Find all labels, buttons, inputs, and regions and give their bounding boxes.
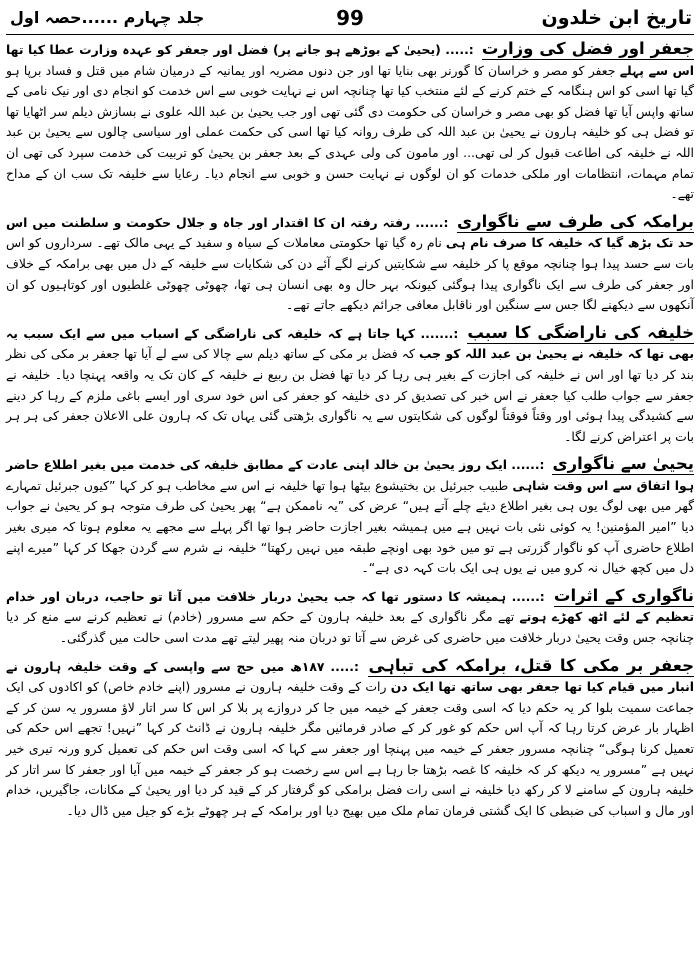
section-body: طبیب جبرئیل بن بختیشوع بیٹھا ہوا تھا خلیفہ نے اس سے مخاطب ہو کر کہا ”کیوں جبرئیل تمہارے گھر میں بھی لوگ یوں ہی بغیر اطلاع دیئے چلے آتے ہیں“ عرض کی ”یہ ناممکن ہے“ پھر یحییٰ کی طرف متوجہ ہو کر یحییٰ نے جواب دیا ”امیر المؤمنین! یہ کوئی نئی بات نہیں ہے میں ہمیشہ بغیر اجازت حاضر ہوا تھا اگر پہلے سے مجھے یہ معلوم ہوتا کہ میری بغیر اطلاع حاضری آپ کو ناگوار گزرتی ہے تو میں خود بھی اونچے طبقہ میں نہیں رکھتا“ خلیفہ نے شرم سے گردن جھکا کر کہا ”میرے اپنے دل میں کچھ خیال نہ کرو میں نے یوں ہی ایک بات کہہ دی ہے“۔ bbox=[6, 477, 694, 576]
section-narazgi-sabab bbox=[6, 323, 694, 448]
page-content bbox=[6, 39, 694, 821]
section-heading: ناگواری کے اثرات bbox=[553, 585, 694, 605]
section-lead: :....... کہا جاتا ہے کہ خلیفہ کی ناراضگی کے اسباب میں سے ایک سبب یہ بھی تھا کہ خلیفہ نے یحییٰ بن عبد اللہ کو جب bbox=[6, 325, 694, 362]
page-header bbox=[6, 4, 694, 35]
section-yahya-nagawari bbox=[6, 454, 694, 579]
volume-info: جلد چہارم ......حصہ اول bbox=[10, 8, 205, 27]
section-heading: خلیفہ کی ناراضگی کا سبب bbox=[467, 322, 694, 342]
book-title: تاریخ ابن خلدون bbox=[541, 7, 692, 29]
section-body: رات کے وقت خلیفہ ہارون نے مسرور (اپنے خادم خاص) کو اکادوں کی ایک جماعت سمیت بلوا کر یہ حکم دیا کہ اسی وقت جعفر کے خیمہ میں جا کر دروازے پر بلا کر اس کا سر اتار لاؤ مسرور یہ سن کر کے اظہار بار عرض کرتا رہا کہ آپ اس حکم کو غور کر کے صادر فرمائیں مگر خلیفہ ہارون نے ڈانٹ کر کہا ”نہیں! تجھے اس حکم کی تعمیل کرنا ہوگی“ چنانچہ مسرور جعفر کے خیمہ میں پہنچا اور جعفر سے کہا کہ اسی وقت اس حکم کی تعمیل کرو ورنہ تیری خیر نہیں ہے ”مسرور یہ دیکھ کر کہ خلیفہ کا غصہ بڑھتا جا رہا ہے اس سے رخصت ہو کر جعفر کے خیمہ میں آیا اور جعفر کا سر اتار کر خلیفہ ہارون کے سامنے لا کر رکھ دیا خلیفہ نے اسی رات فضل برامکی کو گرفتار کر کے قید کر دیا اور یحییٰ کے مکانات، جاگیریں، خدام اور مال و اسباب کی ضبطی کا ایک گشتی فرمان تمام ملک میں بھیج دیا اور برامکہ کے ہر چھوٹے بڑے کو جیل میں ڈال دیا۔ bbox=[6, 679, 694, 818]
book-page bbox=[6, 4, 694, 966]
section-lead: :..... ۱۸۷ھ میں حج سے واپسی کے وقت خلیفہ ہارون نے انبار میں قیام کیا تھا جعفر بھی ساتھ تھا ایک دن bbox=[6, 658, 694, 695]
section-lead: :...... ایک روز یحییٰ بن خالد اپنی عادت کے مطابق خلیفہ کی خدمت میں بغیر اطلاع حاضر ہوا اتفاق سے اس وقت شاہی bbox=[6, 457, 694, 493]
section-jafar-qatl bbox=[6, 656, 694, 822]
section-lead: :..... (یحییٰ کے بوڑھے ہو جانے پر) فضل اور جعفر کو عہدہ وزارت عطا کیا تھا اس سے پہلے bbox=[6, 42, 694, 78]
section-heading: برامکہ کی طرف سے ناگواری bbox=[457, 211, 694, 231]
section-lead: :...... رفتہ رفتہ ان کا اقتدار اور جاہ و جلال حکومت و سلطنت میں اس حد تک بڑھ گیا کہ خلیفہ کا صرف نام ہی bbox=[6, 214, 694, 251]
page-number: 99 bbox=[336, 6, 364, 30]
section-nagawari-asrat bbox=[6, 586, 694, 649]
section-body: جعفر کو مصر و خراسان کا گورنر بھی بنایا تھا اور جن دنوں مضریہ اور یمانیہ کے درمیان شام میں قتل و فساد برپا ہو گیا تھا اسی کو اس ہنگامہ کے ختم کرنے کے لئے منتخب کیا تھا چنانچہ اس نے نہایت خوبی سے اس خدمت کو انجام دی اور نیک نامی کے ساتھ واپس آیا تھا فضل کو بھی مصر و خراسان کی حکومت دی گئی تھی اور جب یحییٰ بن عبد اللہ علوی نے بسازش دیلم سر اٹھایا تھا تو فضل ہی کو خلیفہ ہارون نے یحییٰ بن عبد اللہ کی طرف روانہ کیا تھا اسی کی حکمت عملی اور سیاسی چالوں سے یحییٰ بن عبد اللہ نے خلیفہ کی اطاعت قبول کر لی تھی... اور مامون کی ولی عہدی کے بعد جعفر بن یحییٰ کو تربیت کی خدمت سپرد کی تھی ان تمام مہمات، انتظامات اور ملکی خدمات کو ان لوگوں نے نہایت حسن و خوبی سے انجام دیا۔ رعایا سے خلیفہ تک سب ان کے مداح تھے۔ bbox=[6, 62, 694, 202]
section-lead: :...... ہمیشہ کا دستور تھا کہ جب یحییٰ دربار خلافت میں آتا تو حاجب، دربان اور خدام تعظیم کے لئے اٹھ کھڑے ہوتے bbox=[6, 588, 694, 625]
section-body: نام رہ گیا تھا حکومتی معاملات کے سیاہ و سفید کے یہی مالک تھے۔ سرداروں کو اس بات سے حسد پیدا ہوا چنانچہ موقع پا کر خلیفہ سے شکایتیں کرنے لگے آئے دن کی شکایات سے خلیفہ کے دل میں بھی برامکہ کے خلاف اور جعفر کی طرف سے ایک ناگواری پیدا ہوگئی کیونکہ بہر حال وہ بھی انسان ہی تھا، چھوٹی چھوٹی غلطیوں اور کوتاہیوں کو ان آنکھوں سے دیکھنے لگا جس سے سنگین اور ناقابل معافی جرائم دیکھے جاتے تھے۔ bbox=[6, 235, 694, 313]
section-vizarat bbox=[6, 39, 694, 205]
section-heading: جعفر بر مکی کا قتل، برامکہ کی تباہی bbox=[368, 655, 694, 675]
section-body: کہ فضل بر مکی کے ساتھ دیلم سے چالا کی سے لے آیا تھا جعفر بر مکی کی نظر بند کر دیا تھا اور اس نے خلیفہ کی اجازت کے بغیر ہی رہا کر دیا تھا فضل بن ربیع نے خلیفہ کے کان تک یہ واقعہ پہنچا دیا۔ خلیفہ نے جعفر سے جواب طلب کیا جعفر نے اس خبر کی تصدیق کر دی خلیفہ کو جعفر کی اس خود سری اور ایسے باغی ملزم کے رہا کر دینے سے کشیدگی پیدا ہوئی اور وقتاً فوقتاً لوگوں کی شکایتوں سے یہ ناگواری بڑھتی گئی یہاں تک کہ ہارون علی الاعلان جعفر کی ہر ہر بات پر اعتراض کرنے لگا۔ bbox=[6, 346, 694, 444]
section-heading: یحییٰ سے ناگواری bbox=[552, 454, 694, 474]
section-body: تھے مگر ناگواری کے بعد خلیفہ ہارون کے حکم سے مسرور (خادم) نے تعظیم کرنے سے منع کر دیا چنانچہ جس وقت یحییٰ دربار خلافت میں حاضری کی غرض سے آتا تو دربان منہ پھیر لیتے تھے مدت اسی حالت میں گذرگئی۔ bbox=[6, 609, 694, 646]
section-heading: جعفر اور فضل کی وزارت bbox=[481, 39, 694, 58]
section-nagawari-baramika bbox=[6, 212, 694, 316]
